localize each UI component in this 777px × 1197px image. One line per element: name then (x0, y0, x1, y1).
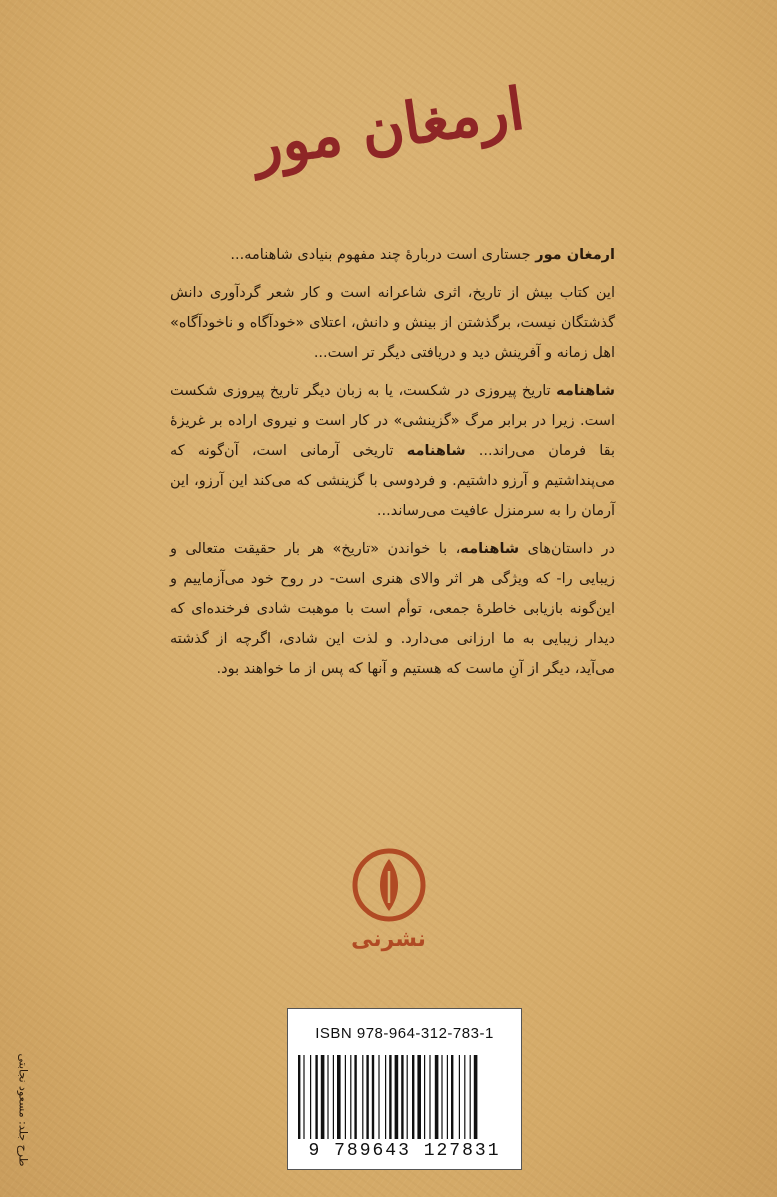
barcode-bar (362, 1055, 363, 1139)
barcode-bar (424, 1055, 425, 1139)
barcode-bar (407, 1055, 408, 1139)
barcode-bar (366, 1055, 368, 1139)
flame-in-circle-icon (349, 845, 429, 925)
barcode-bar (372, 1055, 374, 1139)
cover-design-credit (8, 1030, 38, 1190)
barcode-bar (298, 1055, 300, 1139)
barcode-bar (447, 1055, 448, 1139)
blurb-text-span: ، با خواندن «تاریخ» هر بار حقیقت متعالی و زیبایی را- که ویژگی هر اثر والای هنری است- در روح خود می‌آزماییم و این‌گونه بازیابی خاطرهٔ جمعی، توأم است با موهبت شادی فرخنده‌ای که دیدار زیبایی به ما ارزانی می‌دارد. و لذت این شادی، اگرچه از گذشته می‌آید، دیگر از آنِ ماست که هستیم و آنها که پس از ما خواهند بود. (170, 541, 615, 677)
barcode-bar (412, 1055, 414, 1139)
book-title: ارمغان مور (248, 74, 529, 180)
barcode-bar (337, 1055, 341, 1139)
barcode-bar (378, 1055, 379, 1139)
barcode-bar (395, 1055, 399, 1139)
barcode-bar (315, 1055, 317, 1139)
barcode-bar (303, 1055, 304, 1139)
barcode-bar (464, 1055, 465, 1139)
barcode-bars (298, 1055, 511, 1139)
barcode-bar (429, 1055, 430, 1139)
blurb-text-span: در داستان‌های (519, 541, 615, 557)
blurb-text-span: جستاری است دربارهٔ چند مفهوم بنیادی شاهنامه... (230, 247, 536, 263)
blurb-paragraph-3 (170, 376, 615, 526)
publisher-name: نشرنی (351, 927, 426, 952)
barcode-bar (310, 1055, 311, 1139)
barcode-bar (441, 1055, 442, 1139)
barcode-bar (474, 1055, 478, 1139)
blurb-bold-shahnameh: شاهنامه (556, 383, 615, 399)
barcode-bar (417, 1055, 421, 1139)
blurb-paragraph-1 (170, 240, 615, 270)
barcode-bar (459, 1055, 460, 1139)
barcode-bar (401, 1055, 403, 1139)
isbn-barcode (287, 1008, 522, 1170)
blurb-text (170, 240, 615, 692)
isbn-label: ISBN 978-964-312-783-1 (315, 1025, 494, 1042)
barcode-bar (345, 1055, 346, 1139)
blurb-bold-shahnameh: شاهنامه (406, 443, 466, 459)
barcode-bar (451, 1055, 453, 1139)
barcode-bar (470, 1055, 471, 1139)
credit-text: طرح جلد: مسعود نجابتی (16, 1053, 30, 1167)
blurb-paragraph-4 (170, 534, 615, 684)
barcode-bar (385, 1055, 386, 1139)
barcode-digits: 9 789643 127831 (308, 1141, 501, 1161)
barcode-bar (389, 1055, 391, 1139)
blurb-bold-title: ارمغان مور (535, 247, 615, 263)
blurb-text-span: تاریخی آرمانی است، آن‌گونه که می‌پنداشتیم و آرزو داشتیم. و فردوسی با گزینشی که می‌کند این آرزو، این آرمان را به سرمنزل عافیت می‌رساند... (170, 443, 615, 519)
blurb-bold-shahnameh: شاهنامه (460, 541, 520, 557)
barcode-bar (327, 1055, 328, 1139)
barcode-bar (354, 1055, 356, 1139)
publisher-logo (0, 845, 777, 952)
blurb-text-span: تاریخ پیروزی در شکست، یا به زبان دیگر تاریخ پیروزی شکست است. زیرا در برابر مرگ «گزینشی» در کار است و نیروی اراده بر غریزهٔ بقا فرمان می‌راند... (170, 383, 615, 459)
barcode-bar (333, 1055, 334, 1139)
barcode-bar (321, 1055, 325, 1139)
barcode-bar (350, 1055, 351, 1139)
barcode-bar (435, 1055, 439, 1139)
blurb-paragraph-2: این کتاب بیش از تاریخ، اثری شاعرانه است و کار شعر گردآوری دانش گذشتگان نیست، برگذشتن از بینش و دانش، اعتلای «خودآگاه و ناخودآگاه» اهل زمانه و آفرینش دید و دریافتی دیگر تر است... (170, 285, 615, 361)
